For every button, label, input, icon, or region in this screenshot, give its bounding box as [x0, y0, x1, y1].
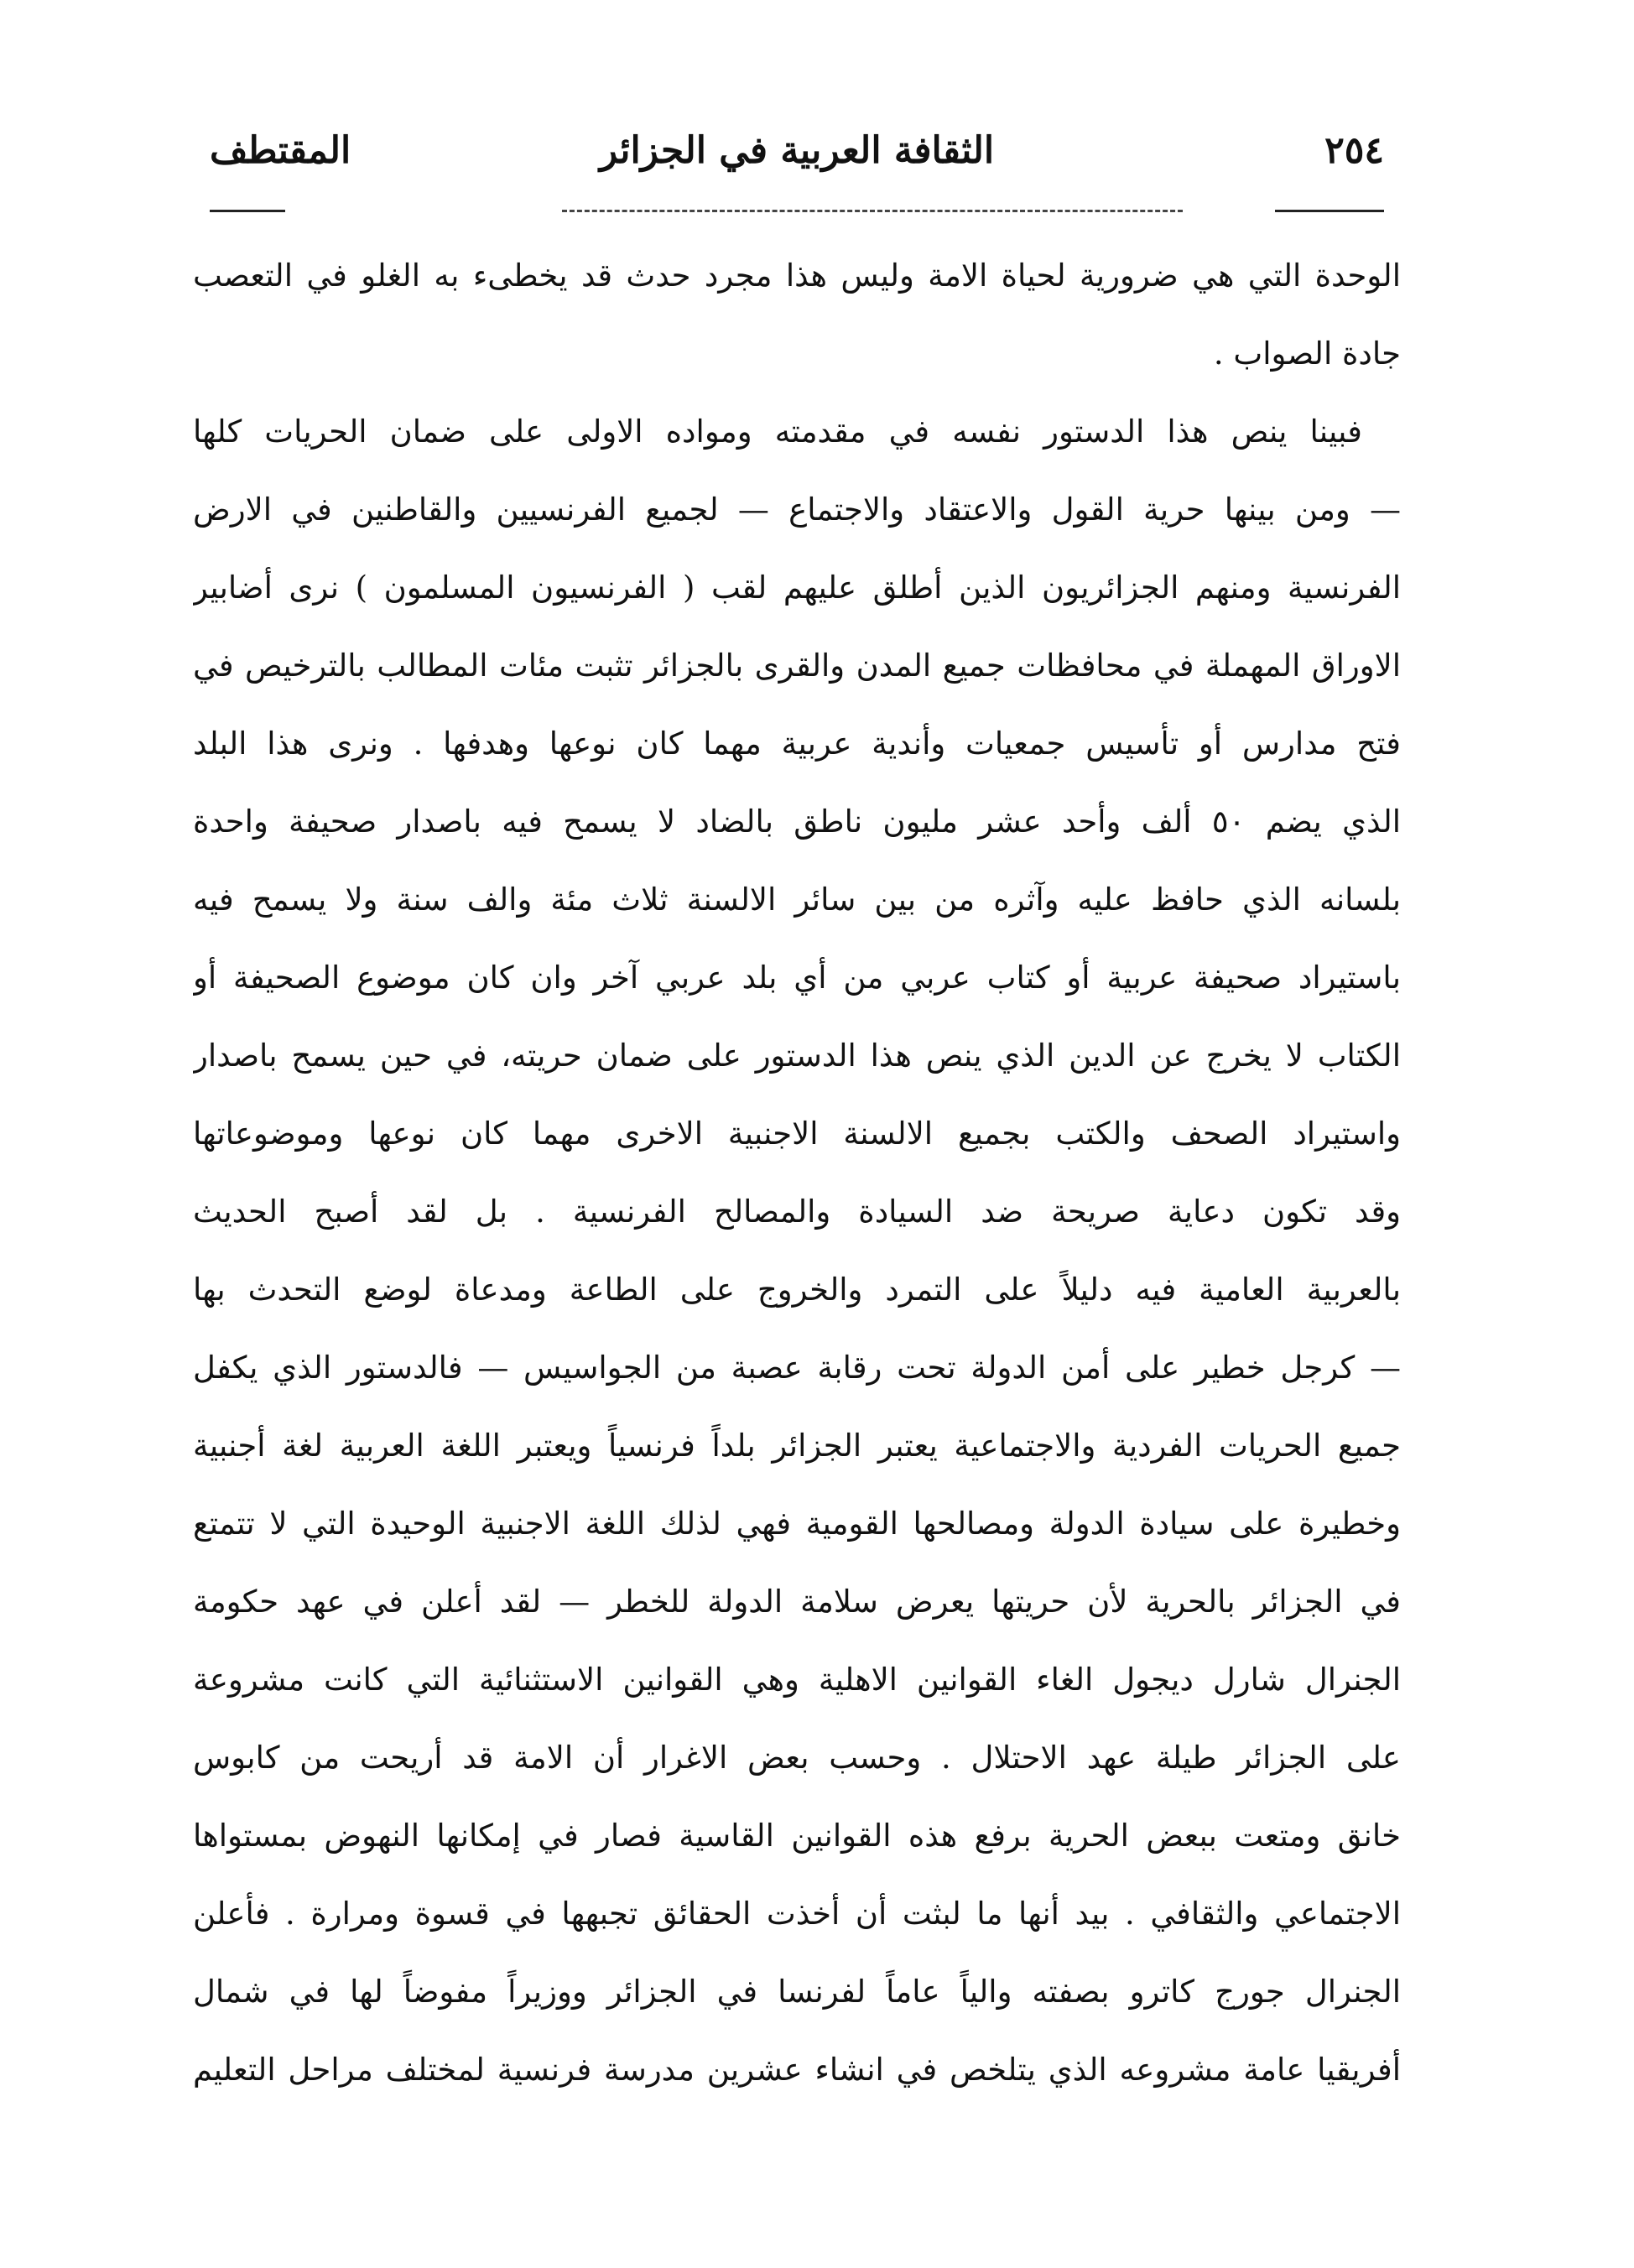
- text-line: الذي يضم ٥٠ ألف وأحد عشر مليون ناطق بالضاد لا يسمح فيه باصدار صحيفة واحدة: [193, 804, 1401, 840]
- text-line: بلسانه الذي حافظ عليه وآثره من بين سائر الالسنة ثلاث مئة والف سنة ولا يسمح فيه: [193, 882, 1401, 918]
- text-line: الجنرال جورج كاترو بصفته والياً عاماً لفرنسا في الجزائر ووزيراً مفوضاً لها في شمال: [193, 1974, 1401, 2010]
- text-line: خانق ومتعت ببعض الحرية برفع هذه القوانين القاسية فصار في إمكانها النهوض بمستواها: [193, 1818, 1401, 1854]
- text-line: باستيراد صحيفة عربية أو كتاب عربي من أي بلد عربي آخر وان كان موضوع الصحيفة أو: [193, 960, 1401, 996]
- running-title: الثقافة العربية في الجزائر: [599, 129, 995, 172]
- text-line: الجنرال شارل ديجول الغاء القوانين الاهلية وهي القوانين الاستثنائية التي كانت مشروعة: [193, 1662, 1401, 1698]
- text-line: فتح مدارس أو تأسيس جمعيات وأندية عربية مهما كان نوعها وهدفها . ونرى هذا البلد: [193, 726, 1401, 762]
- article-body: [193, 237, 1401, 2109]
- text-line: — ومن بينها حرية القول والاعتقاد والاجتماع — لجميع الفرنسيين والقاطنين في الارض: [193, 492, 1401, 528]
- text-line: الاجتماعي والثقافي . بيد أنها ما لبثت أن أخذت الحقائق تجبهها في قسوة ومرارة . فأعلن: [193, 1896, 1401, 1932]
- page-number: ٢٥٤: [1324, 129, 1384, 172]
- header-rule-right: [1275, 210, 1384, 212]
- text-line: واستيراد الصحف والكتب بجميع الالسنة الاجنبية الاخرى مهما كان نوعها وموضوعاتها: [193, 1116, 1401, 1152]
- header-rule-left: [210, 210, 285, 212]
- text-line: فبينا ينص هذا الدستور نفسه في مقدمته ومواده الاولى على ضمان الحريات كلها: [193, 414, 1362, 450]
- text-line: الوحدة التي هي ضرورية لحياة الامة وليس هذا مجرد حدث قد يخطىء به الغلو في التعصب: [193, 257, 1401, 294]
- header-rule-middle: [562, 210, 1183, 212]
- text-line: الاوراق المهملة في محافظات جميع المدن والقرى بالجزائر تثبت مئات المطالب بالترخيص في: [193, 648, 1401, 684]
- text-line: جميع الحريات الفردية والاجتماعية يعتبر الجزائر بلداً فرنسياً ويعتبر اللغة العربية لغة أجنبية: [193, 1428, 1401, 1464]
- text-line: وقد تكون دعاية صريحة ضد السيادة والمصالح الفرنسية . بل لقد أصبح الحديث: [193, 1194, 1401, 1230]
- journal-name: المقتطف: [210, 129, 351, 172]
- text-line: الكتاب لا يخرج عن الدين الذي ينص هذا الدستور على ضمان حريته، في حين يسمح باصدار: [193, 1038, 1401, 1074]
- text-line: وخطيرة على سيادة الدولة ومصالحها القومية فهي لذلك اللغة الاجنبية الوحيدة التي لا تتمتع: [193, 1506, 1401, 1542]
- page-header: [210, 126, 1384, 193]
- text-line: — كرجل خطير على أمن الدولة تحت رقابة عصبة من الجواسيس — فالدستور الذي يكفل: [193, 1350, 1401, 1386]
- text-line: جادة الصواب .: [1213, 336, 1401, 372]
- text-line: في الجزائر بالحرية لأن حريتها يعرض سلامة الدولة للخطر — لقد أعلن في عهد حكومة: [193, 1584, 1401, 1620]
- text-line: على الجزائر طيلة عهد الاحتلال . وحسب بعض الاغرار أن الامة قد أريحت من كابوس: [193, 1740, 1401, 1776]
- text-line: بالعربية العامية فيه دليلاً على التمرد والخروج على الطاعة ومدعاة لوضع التحدث بها: [193, 1272, 1401, 1308]
- text-line: الفرنسية ومنهم الجزائريون الذين أطلق عليهم لقب ( الفرنسيون المسلمون ) نرى أضابير: [193, 570, 1401, 606]
- text-line: أفريقيا عامة مشروعه الذي يتلخص في انشاء عشرين مدرسة فرنسية لمختلف مراحل التعليم: [193, 2052, 1401, 2088]
